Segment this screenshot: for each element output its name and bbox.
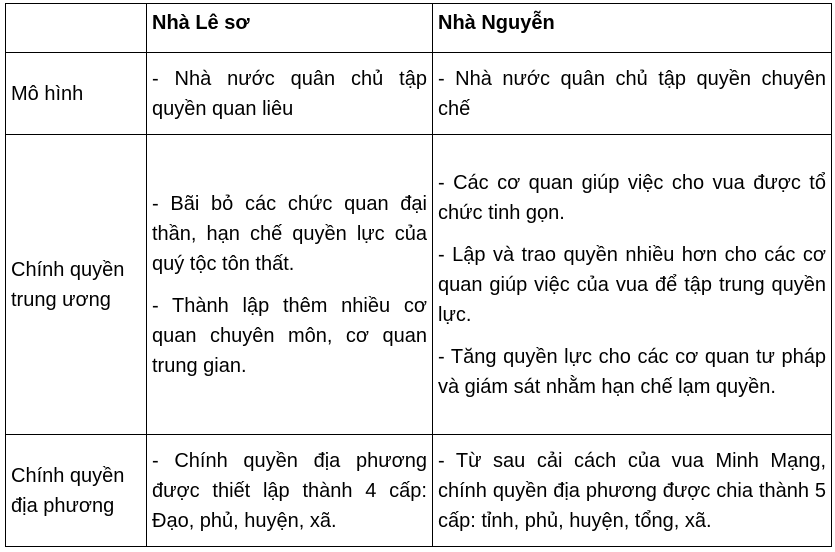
- table-row-model: [6, 53, 832, 135]
- cell-nguyen-model: [433, 53, 832, 135]
- cell-paragraph: - Thành lập thêm nhiều cơ quan chuyên môn, cơ quan trung gian.: [152, 294, 427, 377]
- cell-nguyen-local: [433, 435, 832, 547]
- header-le-so: Nhà Lê sơ: [147, 4, 433, 53]
- cell-paragraph: - Từ sau cải cách của vua Minh Mạng, chính quyền địa phương được chia thành 5 cấp: tỉnh, phủ, huyện, tổng, xã.: [438, 449, 826, 532]
- cell-paragraph: - Chính quyền địa phương được thiết lập thành 4 cấp: Đạo, phủ, huyện, xã.: [152, 449, 427, 532]
- cell-le-so-local: [147, 435, 433, 547]
- cell-nguyen-central: [433, 135, 832, 435]
- row-label-model: Mô hình: [6, 53, 147, 135]
- table-header-row: [6, 4, 832, 53]
- cell-paragraph: - Các cơ quan giúp việc cho vua được tổ chức tinh gọn.: [438, 171, 826, 224]
- row-label-central-government: Chính quyền trung ương: [6, 135, 147, 435]
- header-nguyen: Nhà Nguyễn: [433, 4, 832, 53]
- cell-le-so-central: [147, 135, 433, 435]
- cell-paragraph: - Bãi bỏ các chức quan đại thần, hạn chế quyền lực của quý tộc tôn thất.: [152, 192, 427, 275]
- cell-paragraph: - Lập và trao quyền nhiều hơn cho các cơ quan giúp việc của vua để tập trung quyền lực.: [438, 243, 826, 326]
- table-row-local-government: [6, 435, 832, 547]
- table-row-central-government: [6, 135, 832, 435]
- cell-paragraph: - Nhà nước quân chủ tập quyền chuyên chế: [438, 67, 826, 120]
- cell-paragraph: - Tăng quyền lực cho các cơ quan tư pháp và giám sát nhằm hạn chế lạm quyền.: [438, 345, 826, 398]
- cell-le-so-model: [147, 53, 433, 135]
- cell-paragraph: - Nhà nước quân chủ tập quyền quan liêu: [152, 67, 427, 120]
- row-label-local-government: Chính quyền địa phương: [6, 435, 147, 547]
- comparison-table: [5, 3, 832, 547]
- header-empty-cell: [6, 4, 147, 53]
